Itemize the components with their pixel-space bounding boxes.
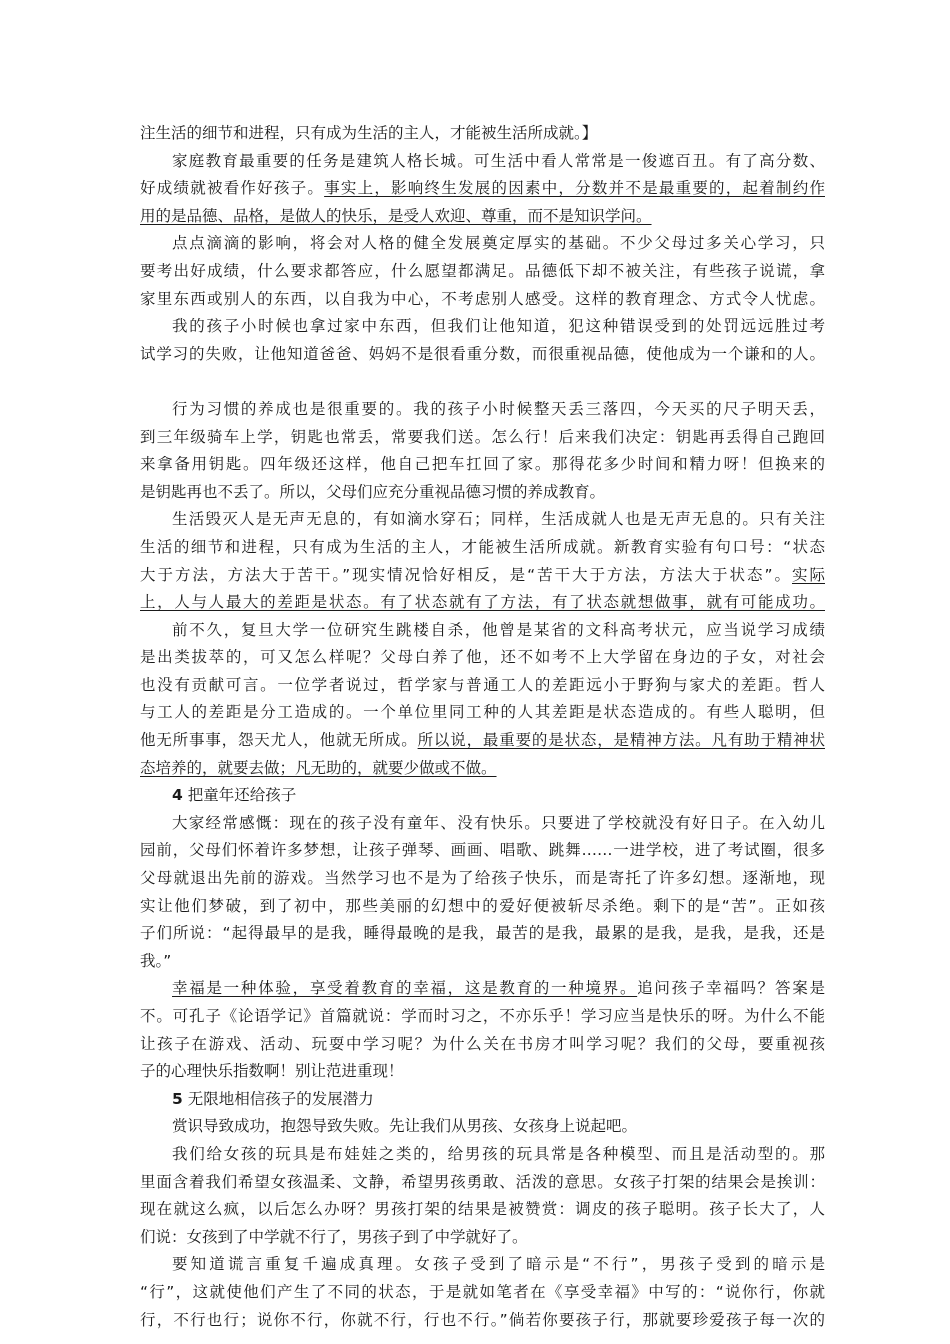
text-line — [140, 699, 825, 727]
text-span: 园前，父母们怀着许多梦想，让孩子弹琴、画画、唱歌、跳舞……一进学校，进了考试圈，很多 — [140, 841, 825, 860]
text-line — [140, 258, 825, 286]
text-span: 生活毁灭人是无声无息的，有如滴水穿石；同样，生活成就人也是无声无息的。只有关注 — [172, 510, 825, 529]
paragraph-first-line — [140, 810, 825, 838]
paragraph-first-line — [140, 1251, 825, 1279]
text-span: 行，不行也行；说你不行，你就不行，行也不行。”倘若你要孩子行，那就要珍爱孩子每一次的 — [140, 1310, 825, 1329]
text-span: 家里东西或别人的东西，以自我为中心，不考虑别人感受。这样的教育理念、方式令人忧虑。 — [140, 289, 825, 308]
paragraph-first-line — [140, 617, 825, 645]
text-span: 好成绩就被看作好孩子。 — [140, 179, 325, 198]
text-span: 父母就退出先前的游戏。当然学习也不是为了给孩子快乐，而是寄托了许多幻想。逐渐地，现 — [140, 869, 825, 888]
text-line — [140, 1031, 825, 1059]
text-span: 是出类拔萃的，可又怎么样呢？父母白养了他，还不如考不上大学留在身边的子女，对社会 — [140, 648, 825, 667]
text-span: 也没有贡献可言。一位学者说过，哲学家与普通工人的差距远小于野狗与家犬的差距。哲人 — [140, 675, 825, 694]
text-span: 们说：女孩到了中学就不行了，男孩子到了中学就好了。 — [140, 1227, 528, 1246]
underlined-text: 事实上，影响终生发展的因素中，分数并不是最重要的，起着制约作 — [324, 179, 825, 198]
text-line — [140, 479, 825, 507]
paragraph-first-line — [140, 1141, 825, 1169]
section-heading — [140, 1086, 825, 1114]
text-line — [140, 1279, 825, 1307]
text-line — [140, 341, 825, 369]
paragraph-first-line — [140, 313, 825, 341]
text-span: 不。可孔子《论语学记》首篇就说：学而时习之，不亦乐乎！学习应当是快乐的呀。为什么不能 — [140, 1007, 825, 1025]
text-span: 前不久，复旦大学一位研究生跳楼自杀，他曾是某省的文科高考状元，应当说学习成绩 — [172, 620, 825, 639]
text-line — [140, 562, 825, 590]
text-line — [140, 534, 825, 562]
text-span: 生活的细节和进程，只有成为生活的主人，才能被生活所成就。新教育实验有句口号：“状态 — [140, 537, 825, 556]
text-span: 子的心理快乐指数啊！别让范进重现！ — [140, 1062, 404, 1081]
paragraph-first-line — [140, 975, 825, 1003]
text-span: 我。” — [140, 951, 172, 970]
text-span: “行”，这就使他们产生了不同的状态，于是就如笔者在《享受幸福》中写的：“说你行，你就 — [140, 1282, 825, 1301]
text-span: 实让他们梦破，到了初中，那些美丽的幻想中的爱好便被斩尽杀绝。剩下的是“苦”。正如孩 — [140, 896, 825, 915]
text-span: 与工人的差距是分工造成的。一个单位里同工种的人其差距是状态造成的。有些人聪明，但 — [140, 703, 825, 722]
underlined-text: 用的是品德、品格，是做人的快乐，是受人欢迎、尊重，而不是知识学问。 — [140, 206, 652, 225]
text-span: 我们给女孩的玩具是布娃娃之类的，给男孩的玩具常是各种模型、而且是活动型的。那 — [172, 1144, 825, 1163]
text-span: 点点滴滴的影响，将会对人格的健全发展奠定厚实的基础。不少父母过多关心学习，只 — [172, 234, 825, 253]
text-line — [140, 286, 825, 314]
text-line — [140, 893, 825, 921]
text-line — [140, 1196, 825, 1224]
paragraph-first-line — [140, 148, 825, 176]
text-span: 现在就这么疯，以后怎么办呀？男孩打架的结果是被赞赏：调皮的孩子聪明。孩子长大了，人 — [140, 1200, 825, 1219]
text-span: 家庭教育最重要的任务是建筑人格长城。可生活中看人常常是一俊遮百丑。有了高分数、 — [172, 151, 825, 170]
text-span: 要考出好成绩，什么要求都答应，什么愿望都满足。品德低下却不被关注，有些孩子说谎，拿 — [140, 261, 825, 280]
section-title: 无限地相信孩子的发展潜力 — [187, 1089, 374, 1108]
text-line — [140, 755, 825, 783]
text-line — [140, 1224, 825, 1252]
document-body — [140, 120, 825, 1334]
paragraph-first-line — [140, 230, 825, 258]
text-span: 赏识导致成功，抱怨导致失败。先让我们从男孩、女孩身上说起吧。 — [172, 1117, 638, 1136]
text-span: 是钥匙再也不丢了。所以，父母们应充分重视品德习惯的养成教育。 — [140, 482, 606, 501]
paragraph-first-line — [140, 506, 825, 534]
text-line — [140, 644, 825, 672]
underlined-text: 上，人与人最大的差距是状态。有了状态就有了方法，有了状态就想做事，就有可能成功。 — [140, 593, 825, 612]
text-span: 注生活的细节和进程，只有成为生活的主人，才能被生活所成就。】 — [140, 124, 598, 142]
text-span: 到三年级骑车上学，钥匙也常丢，常要我们送。怎么行！后来我们决定：钥匙再丢得自己跑回 — [140, 427, 825, 446]
text-line — [140, 948, 825, 976]
text-line — [140, 672, 825, 700]
underlined-text: 幸福是一种体验，享受着教育的幸福，这是教育的一种境界。 — [172, 979, 638, 998]
text-line — [140, 589, 825, 617]
text-line — [140, 920, 825, 948]
text-line — [140, 175, 825, 203]
text-span: 大于方法，方法大于苦干。”现实情况恰好相反，是“苦干大于方法，方法大于状态”。 — [140, 565, 792, 584]
text-span: 子们所说：“起得最早的是我，睡得最晚的是我，最苦的是我，最累的是我，是我，是我，还是 — [140, 924, 825, 943]
text-span: 追问孩子幸福吗？答案是 — [637, 979, 825, 998]
text-span: 我的孩子小时候也拿过家中东西，但我们让他知道，犯这种错误受到的处罚远远胜过考 — [172, 317, 825, 336]
section-number: 5 — [172, 1089, 183, 1108]
text-span: 他无所事事，怨天尤人，他就无所成。 — [140, 731, 418, 750]
text-span: 要知道谎言重复千遍成真理。女孩子受到了暗示是“不行”，男孩子受到的暗示是 — [172, 1255, 825, 1274]
underlined-text: 实际 — [792, 565, 825, 584]
underlined-text: 所以说，最重要的是状态，是精神方法。凡有助于精神状 — [417, 731, 825, 750]
text-line — [140, 727, 825, 755]
text-span: 试学习的失败，让他知道爸爸、妈妈不是很看重分数，而很重视品德，使他成为一个谦和的人。 — [140, 344, 825, 363]
blank-line — [140, 368, 825, 396]
section-number: 4 — [172, 786, 183, 805]
section-heading — [140, 782, 825, 810]
underlined-text: 态培养的，就要去做；凡无助的，就要少做或不做。 — [140, 758, 497, 777]
text-line — [140, 424, 825, 452]
section-title: 把童年还给孩子 — [187, 786, 297, 805]
text-span: 大家经常感慨：现在的孩子没有童年、没有快乐。只要进了学校就没有好日子。在入幼儿 — [172, 813, 825, 832]
text-line — [140, 865, 825, 893]
text-span: 来拿备用钥匙。四年级还这样，他自己把车扛回了家。那得花多少时间和精力呀！但换来的 — [140, 455, 825, 474]
text-line — [140, 1169, 825, 1197]
text-line — [140, 1307, 825, 1335]
paragraph-first-line — [140, 1113, 825, 1141]
text-line — [140, 837, 825, 865]
text-span: 里面含着我们希望女孩温柔、文静，希望男孩勇敢、活泼的意思。女孩子打架的结果会是挨训： — [140, 1172, 825, 1191]
text-line — [140, 1003, 825, 1031]
text-line — [140, 1058, 825, 1086]
text-line — [140, 451, 825, 479]
text-span: 行为习惯的养成也是很重要的。我的孩子小时候整天丢三落四，今天买的尺子明天丢， — [172, 399, 825, 418]
text-line — [140, 120, 825, 148]
text-span: 让孩子在游戏、活动、玩耍中学习呢？为什么关在书房才叫学习呢？我们的父母，要重视孩 — [140, 1034, 825, 1053]
text-line — [140, 203, 825, 231]
paragraph-first-line — [140, 396, 825, 424]
